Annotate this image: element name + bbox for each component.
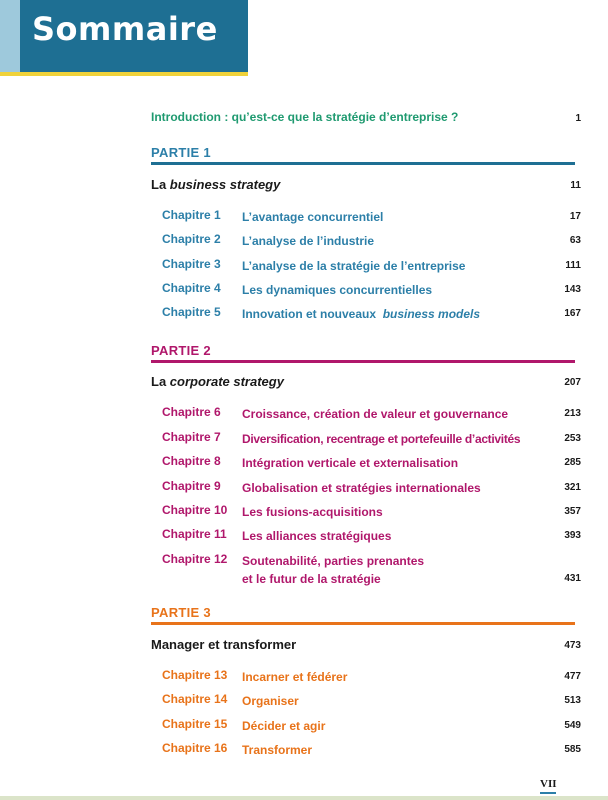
chapter-page: 111 xyxy=(565,260,581,271)
chapter-page: 63 xyxy=(569,235,581,246)
chapter-title: L’analyse de la stratégie de l’entreprise xyxy=(242,259,466,273)
chapter-number: Chapitre 7 xyxy=(162,430,221,444)
chapter-title: Innovation et nouveaux business models xyxy=(242,307,481,321)
chapter-title: Décider et agir xyxy=(242,719,326,733)
chapter-title: Les fusions-acquisitions xyxy=(242,505,383,519)
part-1-section-title: La business strategy xyxy=(151,177,281,192)
chapter-number: Chapitre 10 xyxy=(162,503,228,517)
chapter-number: Chapitre 5 xyxy=(162,305,221,319)
chapter-title: Croissance, création de valeur et gouvernance xyxy=(242,407,509,421)
chapter-page: 549 xyxy=(564,720,581,731)
part-1-label: PARTIE 1 xyxy=(151,145,211,160)
chapter-number: Chapitre 6 xyxy=(162,405,221,419)
chapter-title: Diversification, recentrage et portefeuille d’activités xyxy=(242,432,521,446)
chapter-title: Intégration verticale et externalisation xyxy=(242,456,459,470)
chapter-number: Chapitre 2 xyxy=(162,232,221,246)
chapter-row[interactable] xyxy=(162,668,581,686)
chapter-row[interactable] xyxy=(162,405,581,423)
chapter-page: 253 xyxy=(564,433,581,444)
part-1-header xyxy=(151,145,575,160)
chapter-row[interactable] xyxy=(162,454,581,472)
part-2-section[interactable] xyxy=(151,374,581,392)
header-accent-bar xyxy=(0,0,20,72)
part-2-rule xyxy=(151,360,575,363)
part-2-section-title: La corporate strategy xyxy=(151,374,284,389)
chapter-number: Chapitre 13 xyxy=(162,668,228,682)
header-underline xyxy=(0,72,248,76)
chapter-number: Chapitre 1 xyxy=(162,208,221,222)
introduction-label: Introduction : qu’est-ce que la stratégie d’entreprise ? xyxy=(151,110,459,124)
chapter-title: Soutenabilité, parties prenantes et le futur de la stratégie xyxy=(242,554,425,586)
part-3-section-title: Manager et transformer xyxy=(151,637,297,652)
chapter-page: 477 xyxy=(564,671,581,682)
part-3-section[interactable] xyxy=(151,637,581,655)
chapter-title: Transformer xyxy=(242,743,313,757)
chapter-row[interactable] xyxy=(162,527,581,545)
chapter-page: 585 xyxy=(564,744,581,755)
chapter-row[interactable] xyxy=(162,305,581,323)
part-1-section[interactable] xyxy=(151,177,581,195)
chapter-number: Chapitre 8 xyxy=(162,454,221,468)
part-3-section-page: 473 xyxy=(564,640,581,651)
chapter-row[interactable] xyxy=(162,741,581,759)
chapter-row[interactable] xyxy=(162,281,581,299)
page-number-underline xyxy=(540,792,556,794)
chapter-row[interactable] xyxy=(162,208,581,226)
chapter-page: 17 xyxy=(569,211,581,222)
chapter-page: 321 xyxy=(564,482,581,493)
part-2-label: PARTIE 2 xyxy=(151,343,211,358)
chapter-row[interactable] xyxy=(162,430,581,448)
toc-introduction[interactable] xyxy=(151,110,581,126)
part-1-rule xyxy=(151,162,575,165)
chapter-row[interactable] xyxy=(162,717,581,735)
chapter-row[interactable] xyxy=(162,552,581,588)
part-2-section-page: 207 xyxy=(564,377,581,388)
chapter-row[interactable] xyxy=(162,232,581,250)
chapter-row[interactable] xyxy=(162,257,581,275)
page-title: Sommaire xyxy=(32,10,218,48)
chapter-page: 213 xyxy=(564,408,581,419)
chapter-number: Chapitre 15 xyxy=(162,717,228,731)
chapter-title: Globalisation et stratégies internationales xyxy=(242,481,481,495)
chapter-page: 393 xyxy=(564,530,581,541)
chapter-page: 431 xyxy=(564,573,581,584)
chapter-title: Les alliances stratégiques xyxy=(242,529,392,543)
part-3-label: PARTIE 3 xyxy=(151,605,211,620)
page-number-roman: VII xyxy=(540,778,557,790)
chapter-row[interactable] xyxy=(162,479,581,497)
chapter-page: 285 xyxy=(564,457,581,468)
chapter-page: 167 xyxy=(564,308,581,319)
chapter-title: Les dynamiques concurrentielles xyxy=(242,283,433,297)
chapter-title: L’avantage concurrentiel xyxy=(242,210,384,224)
chapter-number: Chapitre 11 xyxy=(162,527,227,541)
bottom-strip xyxy=(0,796,608,800)
chapter-page: 513 xyxy=(564,695,581,706)
chapter-number: Chapitre 14 xyxy=(162,692,228,706)
chapter-title: Incarner et fédérer xyxy=(242,670,348,684)
chapter-row[interactable] xyxy=(162,503,581,521)
chapter-number: Chapitre 4 xyxy=(162,281,221,295)
chapter-number: Chapitre 3 xyxy=(162,257,221,271)
chapter-page: 143 xyxy=(564,284,581,295)
chapter-number: Chapitre 12 xyxy=(162,552,228,566)
chapter-page: 357 xyxy=(564,506,581,517)
chapter-number: Chapitre 16 xyxy=(162,741,228,755)
part-2-header xyxy=(151,343,575,358)
part-3-header xyxy=(151,605,575,620)
chapter-title: Organiser xyxy=(242,694,299,708)
chapter-number: Chapitre 9 xyxy=(162,479,221,493)
chapter-row[interactable] xyxy=(162,692,581,710)
chapter-title: L’analyse de l’industrie xyxy=(242,234,375,248)
part-1-section-page: 11 xyxy=(570,180,581,191)
part-3-rule xyxy=(151,622,575,625)
introduction-page: 1 xyxy=(575,113,581,124)
